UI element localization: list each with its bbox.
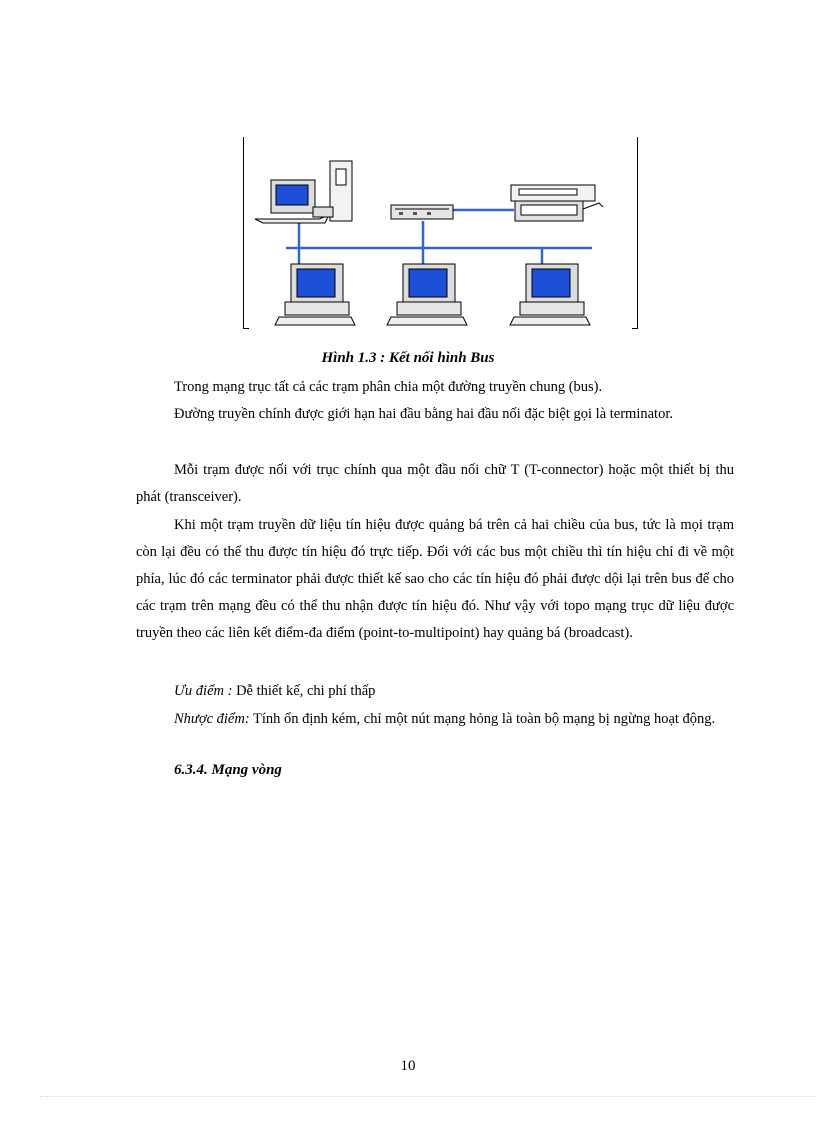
paragraph-bus-intro: Trong mạng trục tất cả các trạm phân chia một đường truyền chung (bus).	[174, 379, 603, 395]
page-number: 10	[400, 1058, 416, 1074]
desktop-computer-icon	[510, 264, 590, 325]
section-heading: 6.3.4. Mạng vòng	[174, 762, 282, 778]
paragraph-terminator: Đường truyền chính được giới hạn hai đầu bằng hai đầu nối đặc biệt gọi là terminator.	[174, 406, 673, 422]
tower-workstation-icon	[255, 161, 352, 223]
figure-caption: Hình 1.3 : Kết nối hình Bus	[321, 350, 495, 366]
hub-icon	[391, 205, 453, 219]
advantages-label: Ưu điểm :	[174, 683, 233, 699]
paragraph-disadvantages	[136, 706, 734, 733]
advantages-text: Dễ thiết kế, chi phí thấp	[232, 683, 376, 699]
paragraph-t-connector: Mỗi trạm được nối với trục chính qua một đầu nối chữ T (T-connector) hoặc một thiết bị thu phát (transceiver).	[136, 462, 734, 505]
desktop-computer-icon	[275, 264, 355, 325]
page-bottom-rule	[40, 1096, 816, 1097]
disadvantages-label: Nhược điểm:	[174, 711, 250, 727]
bus-topology-figure	[243, 137, 638, 329]
paragraph-advantages	[136, 678, 734, 705]
paragraph-broadcast: Khi một trạm truyền dữ liệu tín hiệu được quảng bá trên cả hai chiều của bus, tức là mọi trạm còn lại đều có thể thu được tín hiệu đó trực tiếp. Đối với các bus một chiều thì tín hiệu chỉ đi về một phía, lúc đó các terminator phải được thiết kế sao cho các tín hiệu đó phải được dội lại trên bus để cho các trạm trên mạng đều có thể thu nhận được tín hiệu đó. Như vậy với topo mạng trục dữ liệu được truyền theo các liên kết điểm-đa điểm (point-to-multipoint) hay quảng bá (broadcast).	[136, 517, 734, 641]
printer-icon	[511, 185, 603, 221]
disadvantages-text: Tính ổn định kém, chỉ một nút mạng hỏng là toàn bộ mạng bị ngừng hoạt động.	[249, 711, 716, 727]
desktop-computer-icon	[387, 264, 467, 325]
bus-diagram	[243, 137, 638, 329]
